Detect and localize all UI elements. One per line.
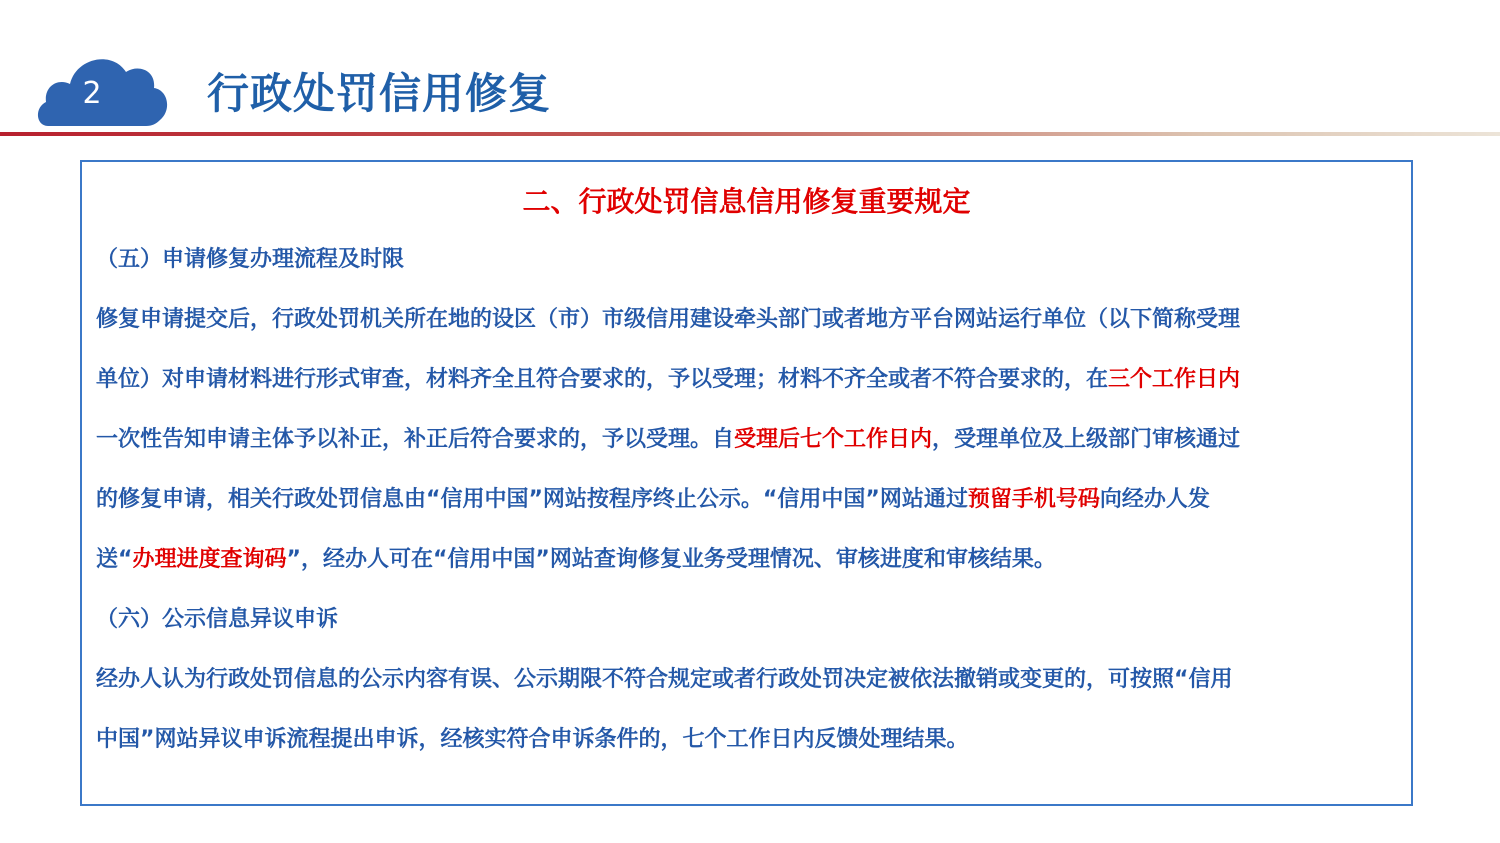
section-6-title: （六）公示信息异议申诉 <box>96 607 339 632</box>
section-number: 2 <box>82 76 102 111</box>
highlight-text: 预留手机号码 <box>967 487 1100 512</box>
text-segment: 向经办人发 <box>1099 487 1210 512</box>
content-box <box>80 160 1413 806</box>
text-segment: 一次性告知申请主体予以补正，补正后符合要求的，予以受理。自 <box>96 427 735 452</box>
page-title: 行政处罚信用修复 <box>207 69 552 118</box>
paragraph-line <box>96 362 1240 398</box>
paragraph-line: 中国”网站异议申诉流程提出申诉，经核实符合申诉条件的，七个工作日内反馈处理结果。 <box>96 727 969 752</box>
highlight-text: 三个工作日内 <box>1108 367 1241 392</box>
paragraph-line: 经办人认为行政处罚信息的公示内容有误、公示期限不符合规定或者行政处罚决定被依法撤销或变更的，可按照“信用 <box>96 667 1233 692</box>
section-5-title: （五）申请修复办理流程及时限 <box>96 247 405 272</box>
highlight-text: 受理后七个工作日内 <box>734 427 933 452</box>
header-divider <box>0 132 1500 136</box>
highlight-text: 办理进度查询码 <box>132 547 287 572</box>
box-heading: 二、行政处罚信息信用修复重要规定 <box>522 185 971 218</box>
paragraph-line <box>96 482 1210 518</box>
paragraph-line: 修复申请提交后，行政处罚机关所在地的设区（市）市级信用建设牵头部门或者地方平台网站运行单位（以下简称受理 <box>96 307 1241 332</box>
text-segment: ”，经办人可在“信用中国”网站查询修复业务受理情况、审核进度和审核结果。 <box>286 547 1056 572</box>
text-segment: ，受理单位及上级部门审核通过 <box>932 427 1241 452</box>
paragraph-line <box>96 542 1056 578</box>
text-segment: 的修复申请，相关行政处罚信息由“信用中国”网站按程序终止公示。“信用中国”网站通过 <box>96 487 968 512</box>
text-segment: 送“ <box>96 547 133 572</box>
text-segment: 单位）对申请材料进行形式审查，材料齐全且符合要求的，予以受理；材料不齐全或者不符合要求的，在 <box>96 367 1109 392</box>
paragraph-line <box>96 422 1240 458</box>
